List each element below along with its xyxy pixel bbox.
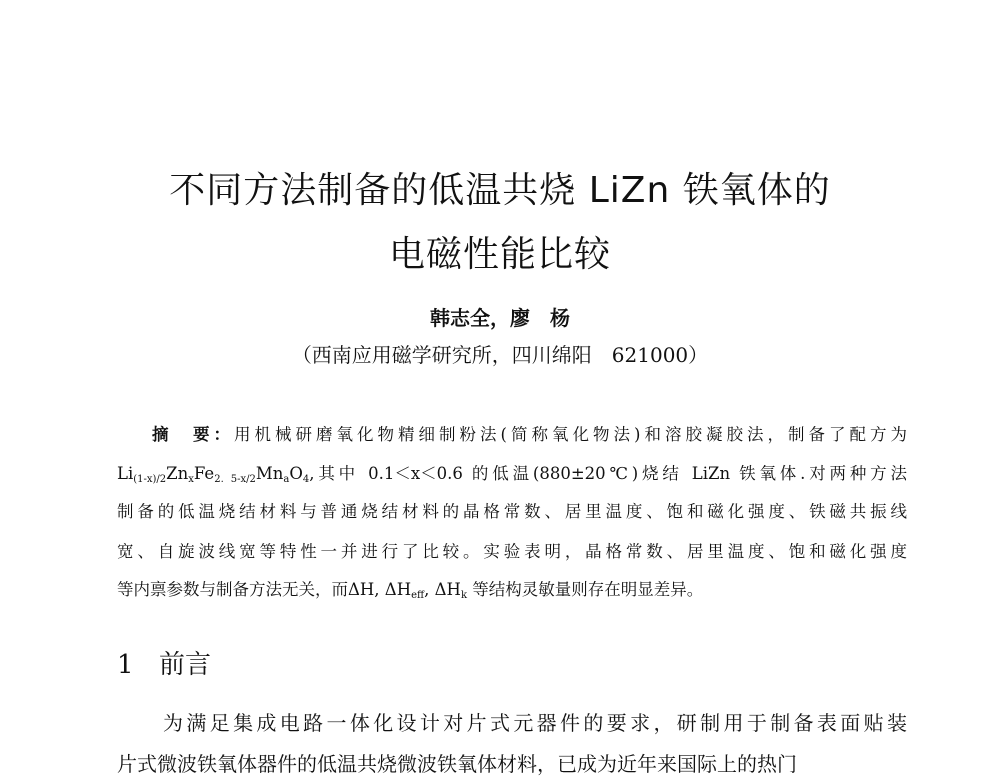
- abstract-text-2: ,其中 0.1＜x＜0.6 的低温(880±20℃)烧结 LiZn 铁氧体.对两种方法: [309, 464, 907, 483]
- section-title: 前言: [159, 650, 212, 680]
- formula-zn: Zn: [166, 464, 189, 483]
- formula-sub-mn: a: [283, 474, 290, 485]
- abstract-line-2: [117, 462, 907, 492]
- abstract-line-3: 制备的低温烧结材料与普通烧结材料的晶格常数、居里温度、饱和磁化强度、铁磁共振线: [117, 502, 907, 521]
- sub-k: k: [460, 590, 467, 601]
- body-text-line-2: 片式微波铁氧体器件的低温共烧微波铁氧体材料，已成为近年来国际上的热门: [117, 752, 797, 776]
- abstract-text-1: 用机械研磨氧化物精细制粉法(简称氧化物法)和溶胶凝胶法，制备了配方为: [234, 425, 908, 444]
- authors: 韩志全，廖 杨: [430, 306, 570, 330]
- formula-sub-li: (1-x)/2: [133, 474, 167, 485]
- section-heading: [117, 644, 211, 681]
- formula-sub-zn: x: [188, 474, 194, 485]
- formula-mn: Mn: [255, 464, 284, 483]
- formula-sub-o: 4: [302, 474, 310, 485]
- formula-sub-fe: 2. 5-x/2: [214, 474, 256, 485]
- abstract-line-5: [117, 578, 907, 608]
- abstract-text-5c: 等结构灵敏量则存在明显差异。: [467, 580, 704, 599]
- affiliation: （西南应用磁学研究所，四川绵阳 621000）: [291, 343, 709, 367]
- formula-fe: Fe: [193, 464, 215, 483]
- abstract-text-5b: , ΔH: [424, 580, 461, 599]
- formula-o: O: [289, 464, 303, 483]
- section-number: 1: [117, 650, 134, 680]
- abstract-line-4: 宽、自旋波线宽等特性一并进行了比较。实验表明，晶格常数、居里温度、饱和磁化强度: [117, 542, 907, 561]
- body-text-line-1: 为满足集成电路一体化设计对片式元器件的要求，研制用于制备表面贴装: [163, 711, 907, 735]
- abstract-line-1: [152, 423, 907, 447]
- sub-eff: eff: [411, 590, 425, 601]
- paper-title-line-1: 不同方法制备的低温共烧 LiZn 铁氧体的: [169, 170, 831, 211]
- paper-title-line-2: 电磁性能比较: [388, 234, 611, 275]
- formula-li: Li: [117, 464, 134, 483]
- abstract-text-5a: 等内禀参数与制备方法无关，而ΔH, ΔH: [117, 580, 412, 599]
- abstract-label: 摘 要：: [152, 425, 235, 444]
